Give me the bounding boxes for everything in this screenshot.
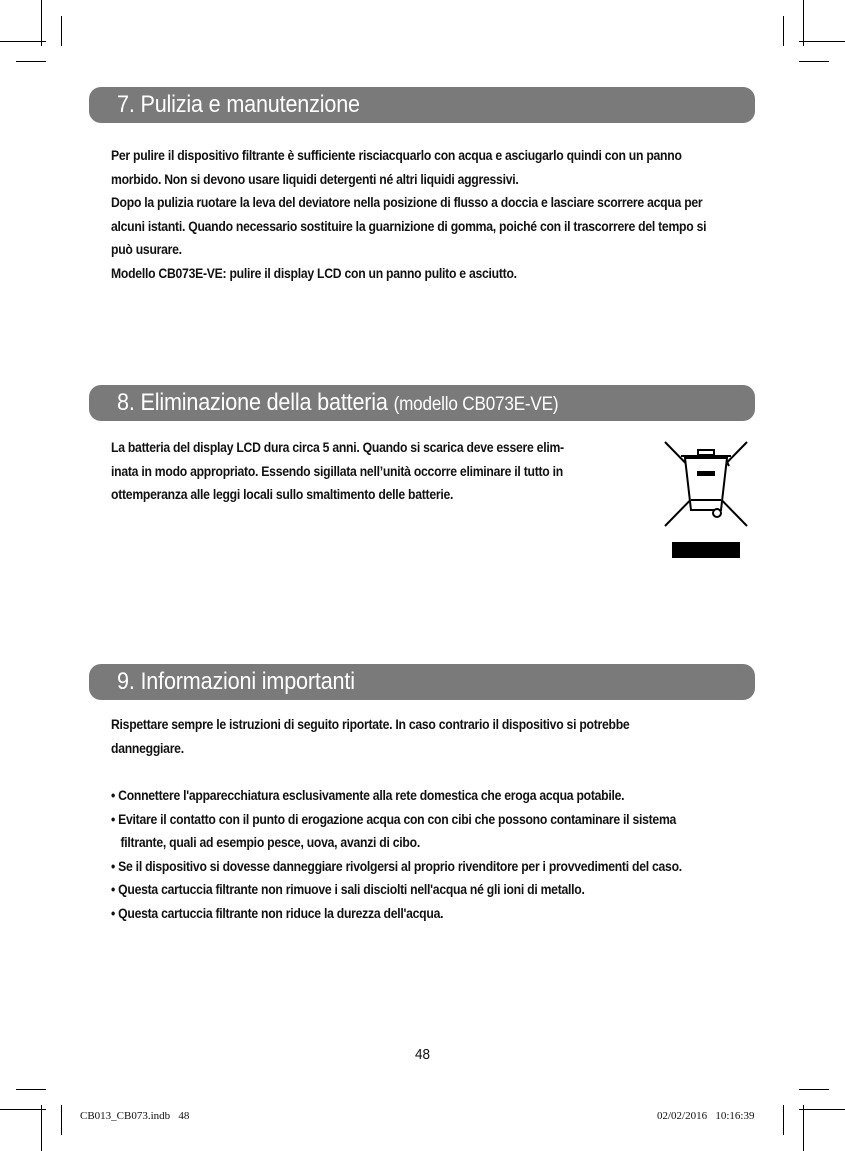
- bullet-item: • Questa cartuccia filtrante non rimuove i sali disciolti nell'acqua né gli ioni di metallo.: [111, 882, 585, 899]
- crop-mark: [799, 41, 845, 42]
- bullet-item: • Se il dispositivo si dovesse danneggiare rivolgersi al proprio rivenditore per i provvedimenti del caso.: [111, 858, 682, 875]
- text-line: Modello CB073E-VE: pulire il display LCD con un panno pulito e asciutto.: [111, 265, 517, 282]
- text-line: danneggiare.: [111, 740, 184, 757]
- crop-mark: [61, 16, 62, 46]
- crop-mark: [803, 1105, 804, 1151]
- crossed-out-wheelie-bin-icon: [663, 440, 749, 530]
- crop-mark: [41, 1105, 42, 1151]
- file-slug: CB013_CB073.indb 48: [80, 1110, 190, 1122]
- text-line: Rispettare sempre le istruzioni di seguito riportate. In caso contrario il dispositivo si potrebbe: [111, 717, 630, 733]
- section-header-important-info: [89, 664, 755, 700]
- section-title: 9. Informazioni importanti: [117, 668, 355, 695]
- bullet-item: • Evitare il contatto con il punto di erogazione acqua con con cibi che possono contaminare il sistema: [111, 811, 677, 828]
- crop-mark: [16, 1089, 46, 1090]
- section-title-main: 8. Eliminazione della batteria: [117, 389, 388, 416]
- text-line: La batteria del display LCD dura circa 5 anni. Quando si scarica deve essere elim-: [111, 440, 564, 456]
- important-intro: [111, 714, 629, 761]
- crop-mark: [61, 1105, 62, 1135]
- text-line: inata in modo appropriato. Essendo sigillata nell’unità occorre eliminare il tutto in: [111, 463, 563, 480]
- crop-mark: [41, 0, 42, 46]
- crop-mark: [799, 1089, 829, 1090]
- section-header-cleaning: [89, 87, 755, 123]
- important-bullet-list: [111, 785, 682, 927]
- page-number: 48: [414, 1046, 431, 1063]
- text-line: Dopo la pulizia ruotare la leva del deviatore nella posizione di flusso a doccia e lasciare scorrere acqua per: [111, 195, 703, 212]
- section-title: 7. Pulizia e manutenzione: [117, 91, 360, 118]
- bullet-item: • Questa cartuccia filtrante non riduce la durezza dell'acqua.: [111, 905, 444, 922]
- text-line: morbido. Non si devono usare liquidi detergenti né altri liquidi aggressivi.: [111, 171, 519, 188]
- section-title: [117, 387, 558, 421]
- text-line: alcuni istanti. Quando necessario sostituire la guarnizione di gomma, poiché con il trascorrere del tempo si: [111, 218, 707, 235]
- crop-mark: [799, 61, 829, 62]
- crop-mark: [0, 41, 46, 42]
- text-line: Per pulire il dispositivo filtrante è sufficiente risciacquarlo con acqua e asciugarlo quindi con un panno: [111, 148, 682, 164]
- crop-mark: [799, 1109, 845, 1110]
- text-line: può usurare.: [111, 242, 182, 259]
- text-line: ottemperanza alle leggi locali sullo smaltimento delle batterie.: [111, 487, 454, 504]
- bullet-item: • Connettere l'apparecchiatura esclusivamente alla rete domestica che eroga acqua potabile.: [111, 788, 625, 804]
- crop-mark: [16, 61, 46, 62]
- battery-text: [111, 437, 564, 508]
- crop-mark: [0, 1109, 46, 1110]
- print-timestamp: 02/02/2016 10:16:39: [657, 1110, 755, 1122]
- crop-mark: [783, 1105, 784, 1135]
- section-title-suffix: (modello CB073E-VE): [393, 394, 559, 415]
- weee-marking-bar: [672, 542, 740, 558]
- crop-mark: [803, 0, 804, 46]
- bullet-item-continuation: filtrante, quali ad esempio pesce, uova, avanzi di cibo.: [120, 835, 420, 852]
- crop-mark: [783, 16, 784, 46]
- cleaning-text: [111, 145, 706, 287]
- section-header-battery: [89, 385, 755, 421]
